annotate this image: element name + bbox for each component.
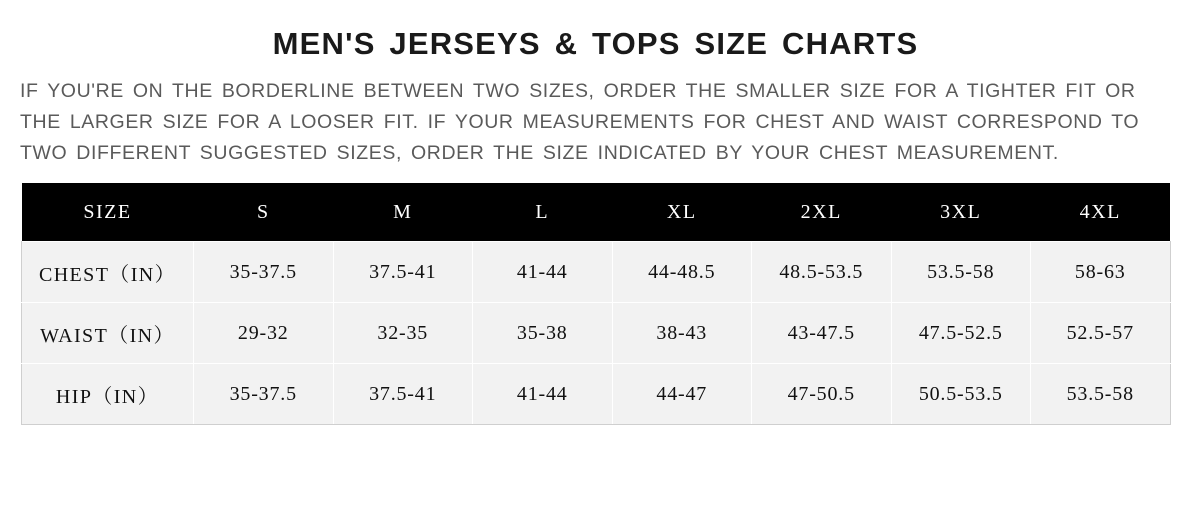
table-header-row <box>22 183 1171 242</box>
table-cell: 41-44 <box>473 242 613 303</box>
table-cell: 50.5-53.5 <box>891 364 1031 425</box>
table-cell: 53.5-58 <box>1031 364 1171 425</box>
table-cell: 32-35 <box>333 303 473 364</box>
table-cell: 58-63 <box>1031 242 1171 303</box>
table-cell: 38-43 <box>612 303 752 364</box>
table-body <box>22 242 1171 425</box>
page-title: MEN'S JERSEYS & TOPS SIZE CHARTS <box>272 26 919 61</box>
table-cell: 52.5-57 <box>1031 303 1171 364</box>
table-row <box>22 303 1171 364</box>
table-head <box>22 183 1171 242</box>
table-header-cell-4xl: 4XL <box>1031 183 1171 242</box>
table-cell: 35-38 <box>473 303 613 364</box>
table-cell: 29-32 <box>194 303 334 364</box>
table-cell: 47-50.5 <box>752 364 892 425</box>
table-header-cell-3xl: 3XL <box>891 183 1031 242</box>
table-header-cell-s: S <box>194 183 334 242</box>
table-cell: 47.5-52.5 <box>891 303 1031 364</box>
table-header-cell-size: SIZE <box>22 183 194 242</box>
table-row <box>22 364 1171 425</box>
table-cell: 48.5-53.5 <box>752 242 892 303</box>
table-cell: 41-44 <box>473 364 613 425</box>
table-cell: 37.5-41 <box>333 364 473 425</box>
table-cell: 35-37.5 <box>194 242 334 303</box>
row-label-hip: HIP（IN） <box>22 364 194 425</box>
row-label-chest: CHEST（IN） <box>22 242 194 303</box>
table-cell: 44-48.5 <box>612 242 752 303</box>
size-chart-table-wrap <box>0 169 1191 425</box>
table-row <box>22 242 1171 303</box>
row-label-waist: WAIST（IN） <box>22 303 194 364</box>
table-header-cell-m: M <box>333 183 473 242</box>
table-cell: 53.5-58 <box>891 242 1031 303</box>
table-header-cell-2xl: 2XL <box>752 183 892 242</box>
size-chart-table <box>21 183 1171 425</box>
table-header-cell-l: L <box>473 183 613 242</box>
table-cell: 35-37.5 <box>194 364 334 425</box>
table-cell: 43-47.5 <box>752 303 892 364</box>
table-cell: 37.5-41 <box>333 242 473 303</box>
table-cell: 44-47 <box>612 364 752 425</box>
table-header-cell-xl: XL <box>612 183 752 242</box>
intro-paragraph: IF YOU'RE ON THE BORDERLINE BETWEEN TWO SIZES, ORDER THE SMALLER SIZE FOR A TIGHTER FIT OR THE LARGER SIZE FOR A LOOSER FIT. IF YOUR MEASUREMENTS FOR CHEST AND WAIST CORRESPOND TO TWO DIFFERENT SUGGESTED SIZES, ORDER THE SIZE INDICATED BY YOUR CHEST MEASUREMENT. <box>20 80 1140 164</box>
